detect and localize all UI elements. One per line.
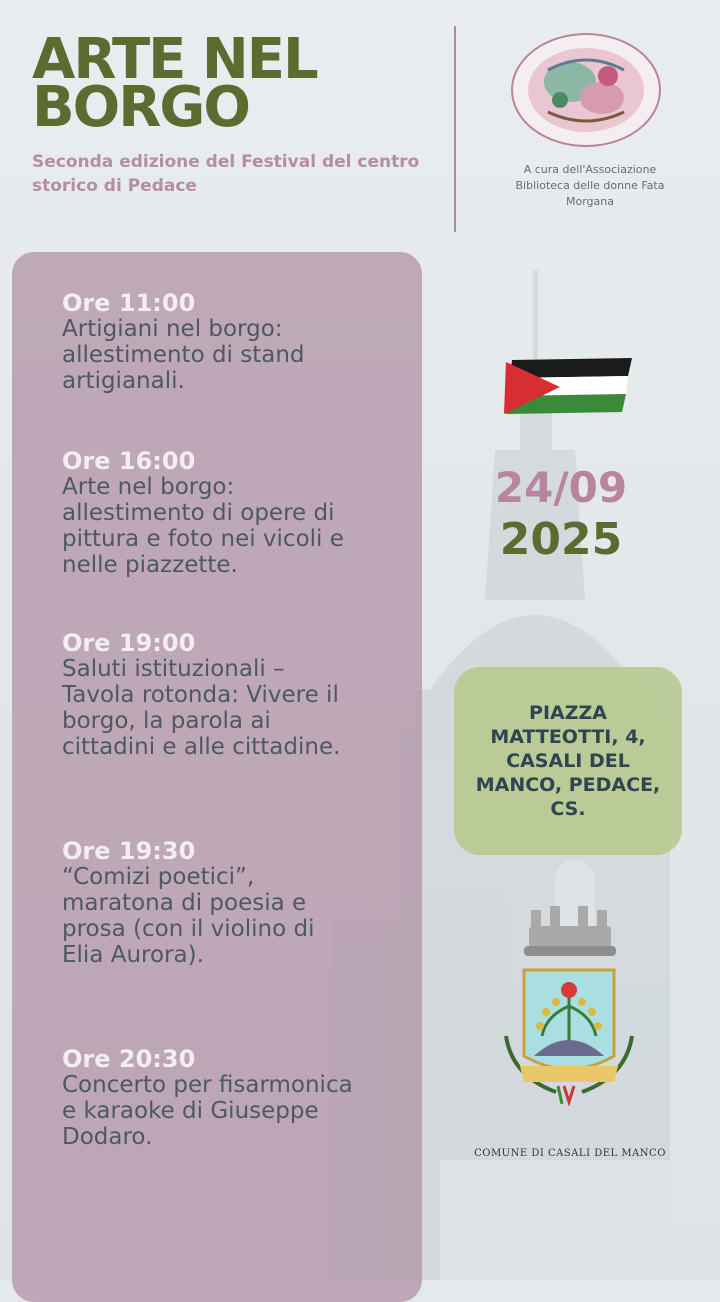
page-title: ARTE NEL BORGO — [32, 27, 317, 140]
municipality-caption: COMUNE DI CASALI DEL MANCO — [474, 1148, 666, 1159]
program-description: Artigiani nel borgo: allestimento di stand artigianali. — [62, 316, 305, 394]
program-description: Saluti istituzionali – Tavola rotonda: Vivere il borgo, la parola ai cittadini e alle cittadine. — [62, 656, 341, 760]
program-description: Arte nel borgo: allestimento di opere di pittura e foto nei vicoli e nelle piazzette. — [62, 474, 344, 578]
program-description: Concerto per fisarmonica e karaoke di Giuseppe Dodaro. — [62, 1072, 353, 1150]
program-time: Ore 16:00 — [62, 447, 196, 475]
program-description: “Comizi poetici”, maratona di poesia e prosa (con il violino di Elia Aurora). — [62, 864, 315, 968]
program-item — [62, 838, 362, 968]
program-item — [62, 448, 362, 578]
subtitle: Seconda edizione del Festival del centro storico di Pedace — [32, 152, 420, 196]
program-time: Ore 19:30 — [62, 837, 196, 865]
municipal-crest-icon — [486, 906, 652, 1106]
palestine-flag-icon — [502, 356, 636, 416]
event-year: 2025 — [499, 514, 623, 565]
program-item — [62, 1046, 362, 1150]
program-item — [62, 290, 362, 394]
event-day-month: 24/09 — [494, 463, 628, 512]
program-item — [62, 630, 362, 760]
program-time: Ore 11:00 — [62, 289, 196, 317]
header-divider — [454, 26, 456, 232]
curated-by-text: A cura dell'Associazione Biblioteca delle donne Fata Morgana — [515, 163, 665, 208]
location-text: PIAZZA MATTEOTTI, 4, CASALI DEL MANCO, PEDACE, CS. — [475, 702, 661, 820]
event-date — [450, 462, 672, 566]
program-time: Ore 20:30 — [62, 1045, 196, 1073]
program-time: Ore 19:00 — [62, 629, 196, 657]
location-box — [454, 667, 682, 855]
association-logo-icon — [508, 30, 664, 150]
